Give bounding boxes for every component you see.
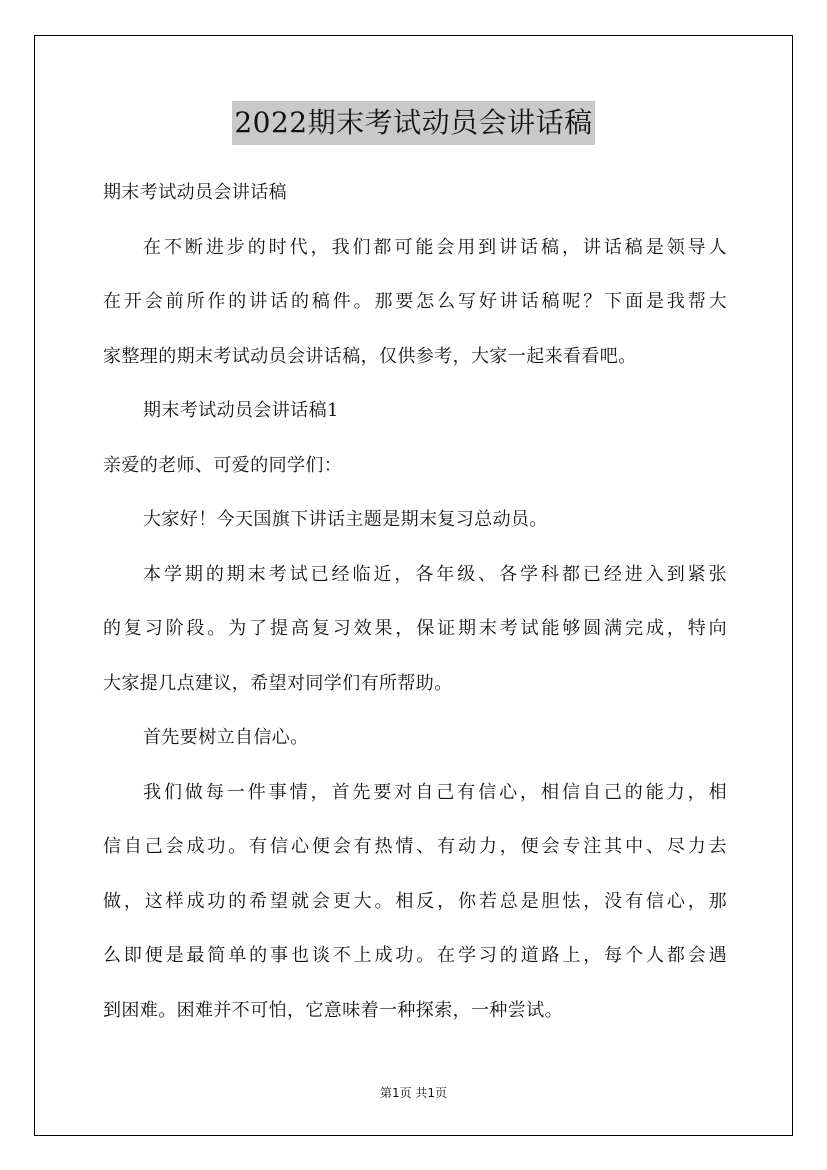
text-line: 的复习阶段。为了提高复习效果，保证期末考试能够圆满完成，特向: [103, 618, 727, 639]
text-line: 我们做每一件事情，首先要对自己有信心，相信自己的能力，相: [143, 781, 727, 803]
text-line: 大家好！今天国旗下讲话主题是期末复习总动员。: [143, 509, 548, 530]
document-title: 2022期末考试动员会讲话稿: [232, 101, 594, 145]
text-line: 期末考试动员会讲话稿: [103, 182, 287, 203]
text-line: 在不断进步的时代，我们都可能会用到讲话稿，讲话稿是领导人: [143, 236, 727, 258]
text-line: 本学期的期末考试已经临近，各年级、各学科都已经进入到紧张: [143, 563, 727, 585]
text-line: 期末考试动员会讲话稿1: [143, 400, 339, 421]
text-line: 到困难。困难并不可怕，它意味着一种探索，一种尝试。: [103, 999, 563, 1021]
page-footer: 第1页 共1页: [379, 1086, 448, 1100]
text-line: 做，这样成功的希望就会更大。相反，你若总是胆怯，没有信心，那: [103, 890, 727, 912]
text-line: 么即便是最简单的事也谈不上成功。在学习的道路上，每个人都会遇: [103, 945, 727, 966]
text-line: 家整理的期末考试动员会讲话稿，仅供参考，大家一起来看看吧。: [103, 345, 637, 367]
document-body: [103, 171, 727, 1043]
text-line: 信自己会成功。有信心便会有热情、有动力，便会专注其中、尽力去: [103, 836, 727, 857]
text-line: 在开会前所作的讲话的稿件。那要怎么写好讲话稿呢？下面是我帮大: [103, 291, 727, 312]
text-line: 首先要树立自信心。: [143, 727, 309, 748]
title-container: [0, 101, 827, 145]
text-line: 亲爱的老师、可爱的同学们：: [103, 454, 343, 476]
text-line: 大家提几点建议，希望对同学们有所帮助。: [103, 672, 453, 694]
